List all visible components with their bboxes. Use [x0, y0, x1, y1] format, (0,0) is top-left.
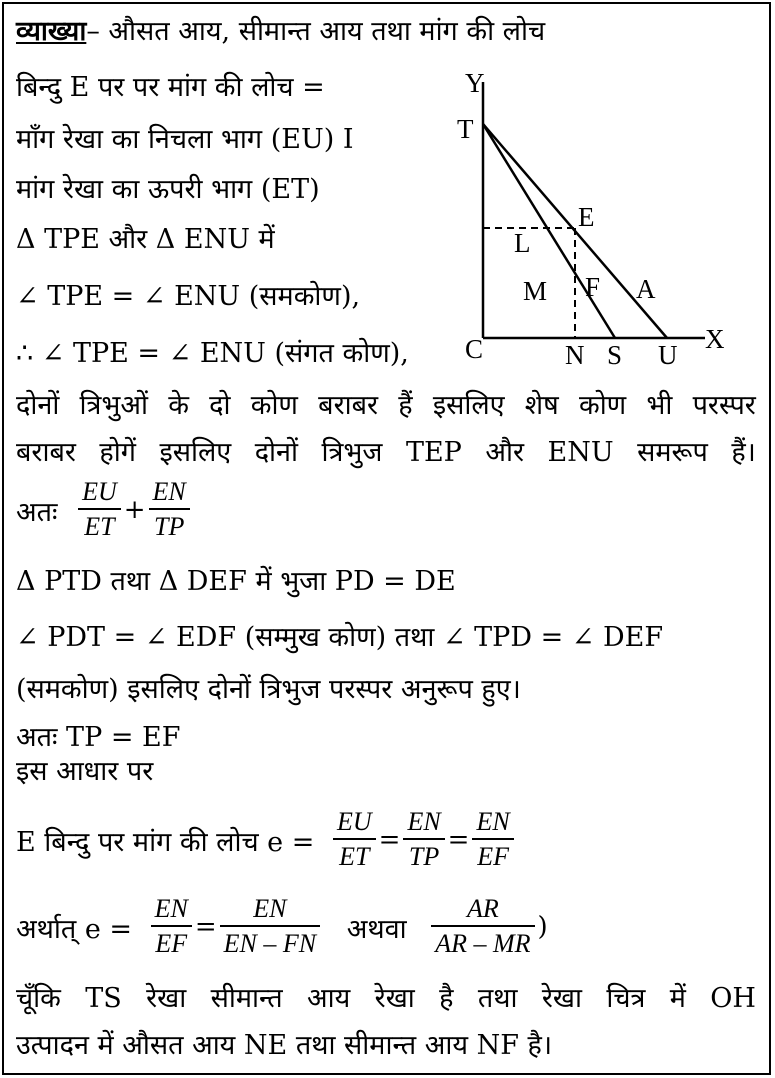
- fraction-en-en-fn: [220, 893, 320, 961]
- line-16-or: अथवा: [346, 913, 407, 945]
- fraction-den: EF: [151, 925, 192, 961]
- fraction-den: ET: [333, 838, 376, 874]
- fraction-en-ef: [472, 806, 513, 874]
- fraction-en-ef: [151, 893, 192, 961]
- line-15-prefix: E बिन्दु पर मांग की लोच e =: [16, 826, 315, 858]
- label-T: T: [457, 114, 474, 144]
- line-14: इस आधार पर: [16, 756, 154, 787]
- fraction-num: EN: [407, 807, 441, 836]
- line-7: दोनों त्रिभुओं के दो कोण बराबर हैं इसलिए शेष कोण भी परस्पर: [16, 390, 756, 421]
- label-E: E: [578, 202, 595, 232]
- line-11: ∠ PDT = ∠ EDF (सम्मुख कोण) तथा ∠ TPD = ∠ DEF: [16, 622, 664, 653]
- fraction-eu-et: [333, 806, 376, 874]
- heading-title: व्याख्या: [16, 16, 87, 47]
- line-17: चूँकि TS रेखा सीमान्त आय रेखा है तथा रेखा चित्र में OH: [16, 983, 756, 1014]
- line-2: माँग रेखा का निचला भाग (EU) I: [16, 124, 354, 155]
- fraction-en-tp: [403, 806, 444, 874]
- label-C: C: [465, 334, 484, 364]
- label-S: S: [607, 340, 623, 370]
- fraction-num: EN: [154, 894, 188, 923]
- fraction-den: EN – FN: [220, 925, 320, 961]
- equals-sign: =: [194, 912, 217, 942]
- line-8: बराबर होगें इसलिए दोनों त्रिभुज TEP और ENU समरूप हैं।: [16, 437, 756, 468]
- line-18: उत्पादन में औसत आय NE तथा सीमान्त आय NF है।: [16, 1030, 553, 1061]
- fraction-num: AR: [466, 894, 499, 923]
- line-1: बिन्दु E पर पर मांग की लोच =: [16, 72, 325, 103]
- line-9-prefix: अतः: [16, 496, 58, 528]
- label-U: U: [658, 340, 678, 370]
- plus-sign: +: [123, 495, 146, 525]
- fraction-ar-mr: [431, 893, 534, 961]
- fraction-num: EU: [82, 477, 117, 506]
- label-M: M: [523, 276, 548, 306]
- line-9: [16, 476, 192, 544]
- fraction-den: AR – MR: [431, 925, 534, 961]
- fraction-den: TP: [403, 838, 444, 874]
- line-15: [16, 806, 516, 874]
- fraction-en-tp: [149, 476, 190, 544]
- fraction-eu-et: [78, 476, 121, 544]
- fraction-den: ET: [78, 508, 121, 544]
- fraction-den: TP: [149, 508, 190, 544]
- fraction-num: EN: [476, 807, 510, 836]
- line-6: ∴ ∠ TPE = ∠ ENU (संगत कोण),: [16, 338, 409, 369]
- fraction-den: EF: [472, 838, 513, 874]
- line-10: Δ PTD तथा Δ DEF में भुजा PD = DE: [16, 566, 456, 597]
- heading: [16, 16, 545, 48]
- mr-line-TS: [483, 124, 615, 338]
- heading-rest: – औसत आय, सीमान्त आय तथा मांग की लोच: [86, 16, 546, 47]
- label-A: A: [636, 274, 656, 304]
- equals-sign: =: [378, 825, 401, 855]
- label-X: X: [705, 324, 725, 354]
- demand-diagram: [455, 62, 760, 372]
- line-3: मांग रेखा का ऊपरी भाग (ET): [16, 174, 320, 205]
- line-16-prefix: अर्थात् e =: [16, 913, 133, 945]
- label-Y: Y: [465, 68, 485, 98]
- line-4: Δ TPE और Δ ENU में: [16, 224, 275, 255]
- fraction-num: EU: [336, 807, 372, 836]
- label-F: F: [585, 272, 601, 302]
- line-13: अतः TP = EF: [16, 722, 181, 753]
- line-16: [16, 893, 549, 961]
- fraction-num: EN: [253, 894, 287, 923]
- line-12: (समकोण) इसलिए दोनों त्रिभुज परस्पर अनुरूप हुए।: [16, 674, 521, 705]
- fraction-num: EN: [152, 477, 186, 506]
- label-L: L: [514, 228, 531, 258]
- equals-sign: =: [447, 825, 470, 855]
- line-5: ∠ TPE = ∠ ENU (समकोण),: [16, 281, 361, 312]
- closing-paren: ): [537, 912, 548, 942]
- label-N: N: [565, 340, 585, 370]
